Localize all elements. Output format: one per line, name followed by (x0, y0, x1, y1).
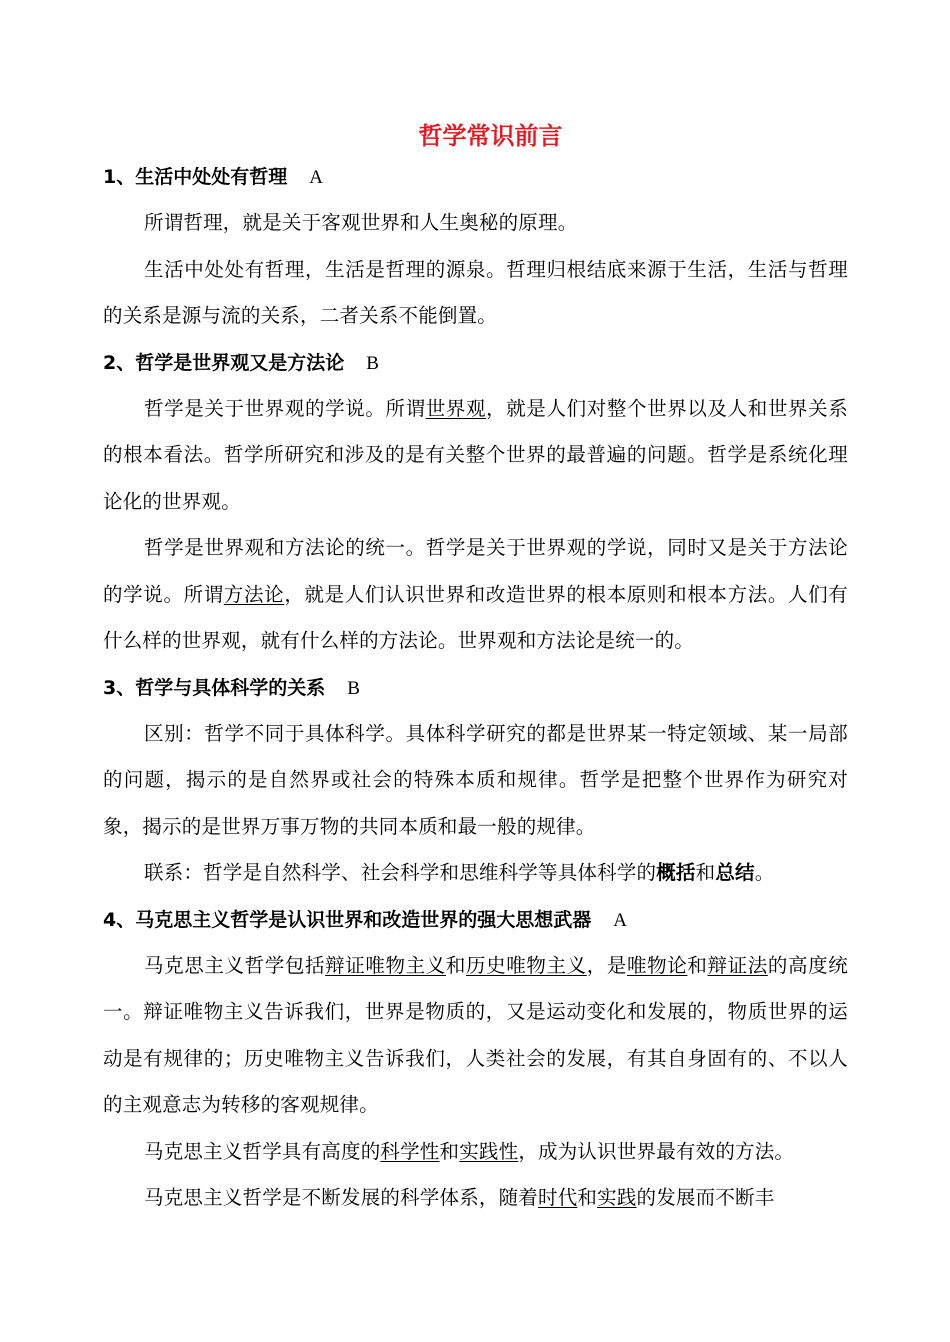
section-3 (103, 665, 848, 897)
page-title: 哲学常识前言 (418, 122, 563, 150)
section-heading (103, 665, 848, 711)
section-heading (103, 340, 848, 386)
text-run: 联系：哲学是自然科学、社会科学和思维科学等具体科学的 (144, 861, 657, 884)
text-run: 。 (754, 861, 775, 884)
paragraph (103, 386, 848, 526)
text-run: 马克思主义哲学包括 (144, 953, 326, 977)
underlined-term: 科学性 (380, 1139, 440, 1163)
section-grade: A (613, 909, 627, 931)
section-grade: B (347, 677, 360, 699)
text-run: 哲学是关于世界观的学说。所谓 (144, 396, 426, 420)
bold-term: 概括 (656, 861, 696, 884)
section-1 (103, 154, 848, 340)
text-run: 马克思主义哲学具有高度的 (144, 1139, 381, 1163)
section-number: 2、 (103, 351, 136, 374)
text-run: 生活中处处有哲理，生活是哲理的源泉。哲理归根结底来源于生活，生活与哲理的关系是源与流的关系，二者关系不能倒置。 (103, 257, 848, 327)
text-run: ，成为认识世界最有效的方法。 (518, 1139, 795, 1163)
section-heading-text: 哲学是世界观又是方法论 (135, 351, 345, 374)
text-run: 的发展而不断丰 (636, 1186, 775, 1209)
paragraph (103, 711, 848, 851)
section-grade: A (309, 167, 323, 188)
text-run: 区别：哲学不同于具体科学。具体科学研究的都是世界某一特定领域、某一局部的问题，揭示的是自然界或社会的特殊本质和规律。哲学是把整个世界作为研究对象，揭示的是世界万事万物的共同本质和最一般的规律。 (103, 721, 848, 838)
section-number: 1、 (103, 166, 136, 188)
section-heading-text: 生活中处处有哲理 (135, 166, 288, 188)
text-run: 哲学是世界观和方法论的统一。哲学是关于世界观的学说，同时又是关于方法论的学说。所谓 (103, 536, 848, 606)
section-4 (103, 897, 848, 1222)
text-run: 马克思主义哲学是不断发展的科学体系，随着 (144, 1186, 539, 1209)
underlined-term: 方法论 (223, 582, 285, 606)
text-run: 和 (577, 1186, 598, 1209)
text-run: 的高度统一。辩证唯物主义告诉我们，世界是物质的，又是运动变化和发展的，物质世界的运动是有规律的；历史唯物主义告诉我们，人类社会的发展，有其自身固有的、不以人的主观意志为转移的客观规律。 (103, 953, 848, 1116)
paragraph (103, 850, 848, 897)
section-heading (103, 897, 848, 943)
underlined-term: 历史唯物主义 (466, 953, 587, 977)
document-page (103, 118, 848, 1222)
underlined-term: 唯物论 (627, 953, 688, 977)
paragraph (103, 247, 848, 340)
section-number: 4、 (103, 908, 136, 931)
text-run: 和 (695, 861, 716, 884)
section-heading-text: 哲学与具体科学的关系 (135, 676, 326, 699)
paragraph (103, 943, 848, 1129)
underlined-term: 时代 (538, 1186, 578, 1209)
text-run: 和 (687, 953, 708, 977)
text-run: 和 (445, 953, 466, 977)
underlined-term: 世界观 (425, 396, 487, 420)
paragraph (103, 525, 848, 665)
text-run: 所谓哲理，就是关于客观世界和人生奥秘的原理。 (144, 211, 578, 234)
underlined-term: 辩证唯物主义 (325, 953, 446, 977)
section-heading (103, 154, 848, 200)
paragraph (103, 200, 848, 247)
sections-container (103, 154, 848, 1222)
paragraph (103, 1175, 848, 1222)
paragraph (103, 1129, 848, 1176)
underlined-term: 实践 (597, 1186, 637, 1209)
section-grade: B (366, 352, 379, 374)
section-heading-text: 马克思主义哲学是认识世界和改造世界的强大思想武器 (135, 908, 592, 931)
text-run: ，就是人们认识世界和改造世界的根本原则和根本方法。人们有什么样的世界观，就有什么样的方法论。世界观和方法论是统一的。 (103, 582, 849, 652)
text-run: 和 (439, 1139, 460, 1163)
text-run: ，是 (586, 953, 627, 977)
underlined-term: 实践性 (459, 1139, 519, 1163)
section-number: 3、 (103, 676, 136, 699)
underlined-term: 辩证法 (707, 953, 768, 977)
text-run: ，就是人们对整个世界以及人和世界关系的根本看法。哲学所研究和涉及的是有关整个世界的最普遍的问题。哲学是系统化理论化的世界观。 (103, 396, 848, 513)
section-2 (103, 340, 848, 665)
bold-term: 总结 (715, 861, 755, 884)
